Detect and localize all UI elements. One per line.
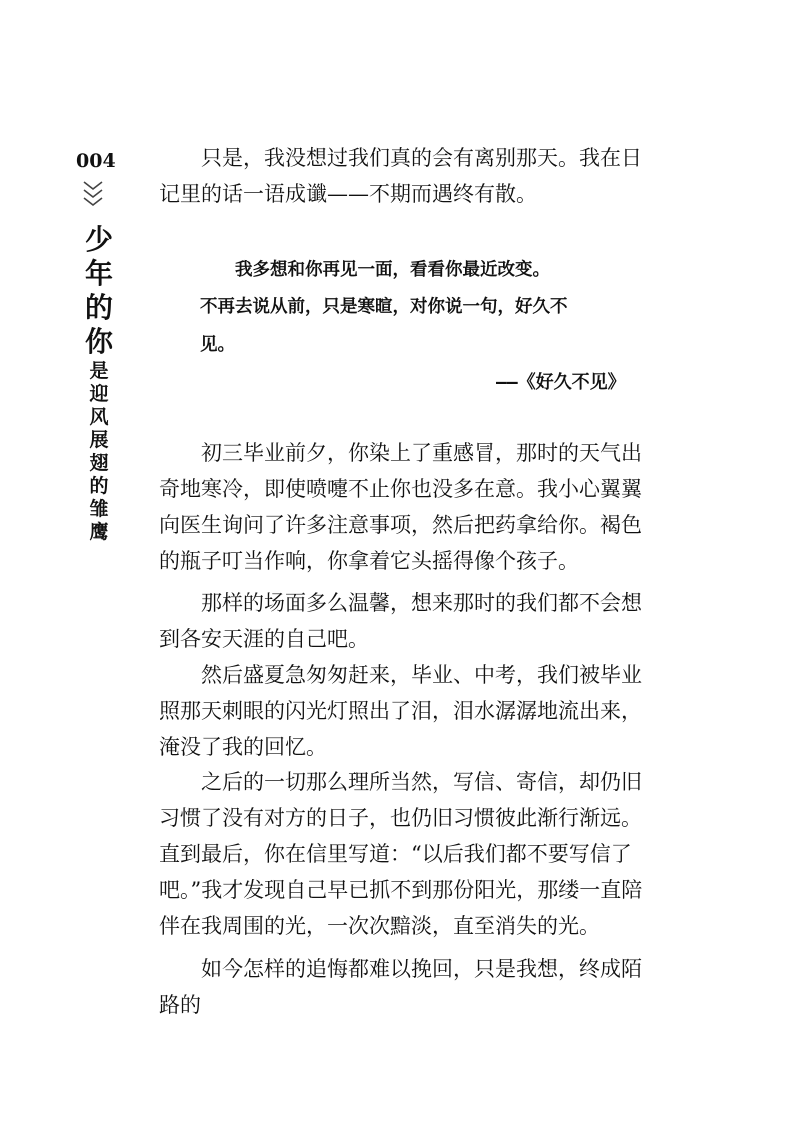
book-subtitle-char: 迎 [89,383,109,405]
book-subtitle-char: 的 [89,475,109,497]
quote-line: 我多想和你再见一面，看看你最近改变。 [235,260,550,280]
quote-attribution: ——《好久不见》 [496,372,626,393]
quote-line: 见。 [200,335,235,355]
book-title-char: 少 [84,223,113,256]
book-title [84,223,114,546]
book-subtitle-char: 风 [89,406,109,428]
book-subtitle-char: 展 [89,429,109,451]
book-subtitle-char: 是 [89,360,109,382]
book-subtitle-char: 鹰 [89,521,109,543]
book-title-char: 你 [84,325,113,358]
paragraph: 之后的一切那么理所当然，写信、寄信，却仍旧习惯了没有对方的日子，也仍旧习惯彼此渐行渐远。直到最后，你在信里写道：“以后我们都不要写信了吧。”我才发现自己早已抓不到那份阳光，那缕一直陪伴在我周围的光，一次次黯淡，直至消失的光。 [159,770,643,938]
paragraph: 那样的场面多么温馨，想来那时的我们都不会想到各安天涯的自己吧。 [159,591,642,651]
paragraph: 只是，我没想过我们真的会有离别那天。我在日记里的话一语成谶——不期而遇终有散。 [159,146,642,206]
page-number: 004 [76,150,116,172]
paragraph: 然后盛夏急匆匆赶来，毕业、中考，我们被毕业照那天刺眼的闪光灯照出了泪，泪水潺潺地流出来，淹没了我的回忆。 [159,663,642,759]
chevron-down-icon [82,180,104,214]
book-title-char: 年 [84,257,113,290]
book-subtitle-char: 雏 [89,498,109,520]
book-subtitle-char: 翅 [89,452,109,474]
book-title-char: 的 [84,291,113,324]
paragraph: 如今怎样的追悔都难以挽回，只是我想，终成陌路的 [159,957,642,1017]
paragraph: 初三毕业前夕，你染上了重感冒，那时的天气出奇地寒冷，即使喷嚏不止你也没多在意。我小心翼翼向医生询问了许多注意事项，然后把药拿给你。褐色的瓶子叮当作响，你拿着它头摇得像个孩子。 [159,441,642,573]
quote-line: 不再去说从前，只是寒暄，对你说一句，好久不 [200,297,568,317]
